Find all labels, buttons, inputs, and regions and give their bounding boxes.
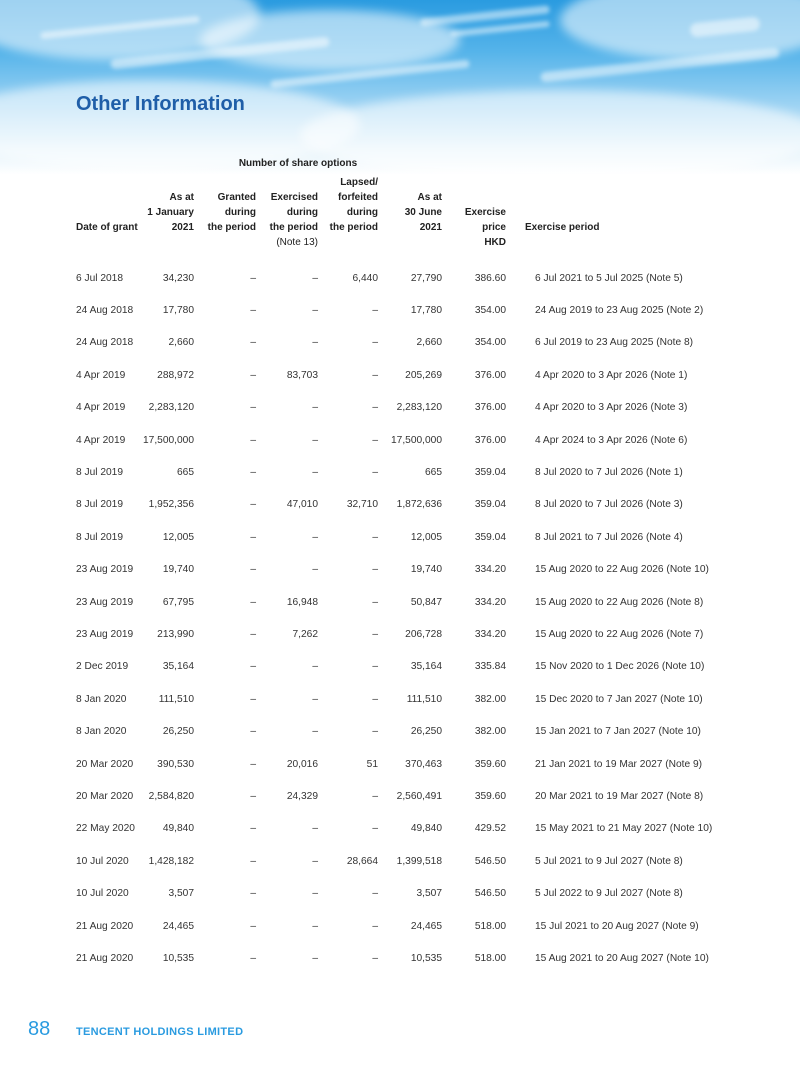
cell-as-at-jan: 26,250	[162, 726, 194, 738]
cell-exercise-period: 15 Dec 2020 to 7 Jan 2027 (Note 10)	[535, 693, 703, 705]
cell-exercise-price: 546.50	[474, 888, 506, 900]
table-row	[0, 262, 800, 294]
cell-exercised: –	[312, 952, 318, 964]
cell-exercise-period: 15 Aug 2020 to 22 Aug 2026 (Note 8)	[535, 596, 704, 608]
cell-exercise-period: 5 Jul 2021 to 9 Jul 2027 (Note 8)	[535, 855, 683, 867]
cell-date-of-grant: 21 Aug 2020	[76, 952, 134, 964]
cell-exercise-period: 15 Jul 2021 to 20 Aug 2027 (Note 9)	[535, 920, 699, 932]
cell-exercise-period: 5 Jul 2022 to 9 Jul 2027 (Note 8)	[535, 888, 683, 900]
cell-exercise-price: 359.04	[474, 467, 506, 479]
cell-exercise-price: 382.00	[474, 693, 506, 705]
cell-exercise-price: 518.00	[474, 952, 506, 964]
cell-as-at-jan: 12,005	[162, 531, 194, 543]
cell-lapsed: –	[372, 628, 378, 640]
cell-as-at-jan: 288,972	[157, 369, 194, 381]
cell-as-at-jan: 2,584,820	[148, 790, 194, 802]
cell-exercise-period: 4 Apr 2024 to 3 Apr 2026 (Note 6)	[535, 434, 688, 446]
cell-exercise-period: 8 Jul 2021 to 7 Jul 2026 (Note 4)	[535, 531, 683, 543]
cell-lapsed: –	[372, 823, 378, 835]
cell-exercise-price: 359.04	[474, 499, 506, 511]
cell-as-at-jun: 3,507	[416, 888, 442, 900]
cell-exercise-price: 376.00	[474, 434, 506, 446]
cell-lapsed: –	[372, 434, 378, 446]
table-row	[0, 294, 800, 326]
cell-exercise-period: 15 May 2021 to 21 May 2027 (Note 10)	[535, 823, 713, 835]
cell-granted: –	[250, 628, 256, 640]
cell-exercise-price: 334.20	[474, 564, 506, 576]
cell-exercise-price: 382.00	[474, 726, 506, 738]
table-row	[0, 392, 800, 424]
cell-exercise-price: 359.04	[474, 531, 506, 543]
cell-exercise-price: 376.00	[474, 369, 506, 381]
cell-exercise-price: 359.60	[474, 758, 506, 770]
cell-as-at-jan: 390,530	[157, 758, 194, 770]
cell-exercised: 16,948	[286, 596, 318, 608]
cell-lapsed: –	[372, 726, 378, 738]
cell-date-of-grant: 24 Aug 2018	[76, 337, 134, 349]
cell-lapsed: –	[372, 564, 378, 576]
cell-granted: –	[250, 823, 256, 835]
cell-as-at-jan: 2,283,120	[148, 402, 194, 414]
cell-as-at-jun: 1,399,518	[396, 855, 442, 867]
cell-exercise-price: 386.60	[474, 272, 506, 284]
cell-as-at-jan: 19,740	[162, 564, 194, 576]
cell-date-of-grant: 21 Aug 2020	[76, 920, 134, 932]
cell-exercised: 47,010	[286, 499, 318, 511]
cell-date-of-grant: 4 Apr 2019	[76, 434, 126, 446]
cell-lapsed: –	[372, 305, 378, 317]
cell-as-at-jun: 17,500,000	[391, 434, 442, 446]
cell-date-of-grant: 8 Jan 2020	[76, 726, 127, 738]
cell-exercised: 20,016	[286, 758, 318, 770]
cell-lapsed: –	[372, 693, 378, 705]
cell-date-of-grant: 4 Apr 2019	[76, 402, 126, 414]
cell-as-at-jun: 205,269	[405, 369, 442, 381]
cell-exercised: –	[312, 434, 318, 446]
cell-exercise-price: 546.50	[474, 855, 506, 867]
header-granted: Granted during the period	[207, 192, 256, 233]
cell-exercise-period: 6 Jul 2019 to 23 Aug 2025 (Note 8)	[535, 337, 694, 349]
cell-granted: –	[250, 888, 256, 900]
cell-date-of-grant: 24 Aug 2018	[76, 305, 134, 317]
cell-exercised: –	[312, 661, 318, 673]
cell-as-at-jun: 12,005	[410, 531, 442, 543]
cell-lapsed: –	[372, 952, 378, 964]
cell-as-at-jan: 10,535	[162, 952, 194, 964]
header-date-of-grant: Date of grant	[76, 222, 138, 233]
cell-exercise-period: 4 Apr 2020 to 3 Apr 2026 (Note 1)	[535, 369, 688, 381]
header-as-at-jun: As at 30 June 2021	[404, 192, 442, 233]
company-name: TENCENT HOLDINGS LIMITED	[76, 1026, 244, 1038]
cell-exercised: –	[312, 467, 318, 479]
cell-granted: –	[250, 337, 256, 349]
cell-exercise-period: 15 Jan 2021 to 7 Jan 2027 (Note 10)	[535, 726, 701, 738]
cell-as-at-jan: 17,500,000	[143, 434, 194, 446]
cell-as-at-jun: 1,872,636	[396, 499, 442, 511]
cell-granted: –	[250, 369, 256, 381]
table-row	[0, 910, 800, 942]
table-row	[0, 845, 800, 877]
cell-date-of-grant: 22 May 2020	[76, 823, 135, 835]
table-row	[0, 521, 800, 553]
table-row	[0, 715, 800, 747]
cell-as-at-jan: 2,660	[168, 337, 194, 349]
cell-date-of-grant: 20 Mar 2020	[76, 758, 134, 770]
cell-date-of-grant: 6 Jul 2018	[76, 272, 124, 284]
table-row	[0, 586, 800, 618]
cell-as-at-jan: 111,510	[158, 693, 194, 705]
cell-granted: –	[250, 434, 256, 446]
cell-exercised: 83,703	[286, 369, 318, 381]
table-row	[0, 456, 800, 488]
cell-lapsed: –	[372, 596, 378, 608]
cell-as-at-jan: 35,164	[162, 661, 194, 673]
share-options-table	[0, 262, 800, 975]
cell-date-of-grant: 4 Apr 2019	[76, 369, 126, 381]
cell-granted: –	[250, 952, 256, 964]
cell-granted: –	[250, 499, 256, 511]
cell-date-of-grant: 8 Jul 2019	[76, 467, 124, 479]
header-exercised: Exercised during the period (Note 13)	[269, 192, 318, 248]
cell-exercise-price: 376.00	[474, 402, 506, 414]
cell-as-at-jun: 24,465	[410, 920, 442, 932]
sky-banner	[0, 0, 800, 175]
cell-lapsed: –	[372, 337, 378, 349]
cell-exercise-period: 15 Nov 2020 to 1 Dec 2026 (Note 10)	[535, 661, 705, 673]
cell-lapsed: –	[372, 790, 378, 802]
cell-exercised: –	[312, 855, 318, 867]
cell-lapsed: –	[372, 402, 378, 414]
table-row	[0, 748, 800, 780]
cell-granted: –	[250, 272, 256, 284]
cell-lapsed: –	[372, 467, 378, 479]
header-exercise-period: Exercise period	[525, 222, 600, 233]
cell-exercised: –	[312, 272, 318, 284]
table-row	[0, 489, 800, 521]
cell-exercise-period: 6 Jul 2021 to 5 Jul 2025 (Note 5)	[535, 272, 683, 284]
cell-lapsed: –	[372, 920, 378, 932]
cell-exercised: –	[312, 337, 318, 349]
header-lapsed: Lapsed/ forfeited during the period	[329, 177, 378, 233]
cell-exercise-price: 359.60	[474, 790, 506, 802]
header-exercise-price: Exercise price HKD	[464, 207, 506, 248]
cell-as-at-jan: 213,990	[157, 628, 194, 640]
cell-lapsed: 32,710	[346, 499, 378, 511]
cell-exercise-period: 21 Jan 2021 to 19 Mar 2027 (Note 9)	[535, 758, 703, 770]
table-row	[0, 877, 800, 909]
cell-exercise-price: 335.84	[474, 661, 506, 673]
cell-as-at-jun: 26,250	[410, 726, 442, 738]
cell-exercise-period: 24 Aug 2019 to 23 Aug 2025 (Note 2)	[535, 305, 704, 317]
table-row	[0, 618, 800, 650]
cell-as-at-jun: 49,840	[410, 823, 442, 835]
cell-granted: –	[250, 467, 256, 479]
cell-as-at-jan: 3,507	[168, 888, 194, 900]
table-row	[0, 651, 800, 683]
cell-exercised: –	[312, 531, 318, 543]
cell-date-of-grant: 2 Dec 2019	[76, 661, 129, 673]
page-number: 88	[28, 1018, 51, 1040]
cell-granted: –	[250, 661, 256, 673]
cell-date-of-grant: 10 Jul 2020	[76, 888, 129, 900]
table-row	[0, 327, 800, 359]
cell-as-at-jun: 370,463	[405, 758, 442, 770]
cell-granted: –	[250, 596, 256, 608]
cell-exercise-period: 15 Aug 2020 to 22 Aug 2026 (Note 10)	[535, 564, 709, 576]
header-as-at-jan: As at 1 January 2021	[147, 192, 194, 233]
table-row	[0, 359, 800, 391]
cell-as-at-jun: 19,740	[410, 564, 442, 576]
cell-granted: –	[250, 402, 256, 414]
cell-as-at-jun: 17,780	[410, 305, 442, 317]
cell-exercised: –	[312, 726, 318, 738]
table-row	[0, 780, 800, 812]
cell-lapsed: 6,440	[352, 272, 378, 284]
cell-as-at-jan: 665	[177, 467, 194, 479]
cell-exercised: –	[312, 305, 318, 317]
cell-date-of-grant: 23 Aug 2019	[76, 596, 134, 608]
cell-as-at-jun: 27,790	[410, 272, 442, 284]
cell-granted: –	[250, 790, 256, 802]
cell-lapsed: –	[372, 661, 378, 673]
cell-exercise-price: 518.00	[474, 920, 506, 932]
cell-granted: –	[250, 693, 256, 705]
cell-exercised: –	[312, 402, 318, 414]
cell-date-of-grant: 23 Aug 2019	[76, 628, 134, 640]
cell-exercise-period: 8 Jul 2020 to 7 Jul 2026 (Note 1)	[535, 467, 683, 479]
cell-granted: –	[250, 726, 256, 738]
cell-exercised: –	[312, 823, 318, 835]
cell-exercised: 24,329	[286, 790, 318, 802]
table-row	[0, 424, 800, 456]
cell-granted: –	[250, 920, 256, 932]
cell-as-at-jan: 1,952,356	[148, 499, 194, 511]
cell-exercised: –	[312, 920, 318, 932]
table-row	[0, 554, 800, 586]
cell-exercise-period: 20 Mar 2021 to 19 Mar 2027 (Note 8)	[535, 790, 704, 802]
cell-exercise-period: 15 Aug 2020 to 22 Aug 2026 (Note 7)	[535, 628, 704, 640]
cell-as-at-jun: 2,660	[416, 337, 442, 349]
cell-as-at-jan: 67,795	[162, 596, 194, 608]
cell-date-of-grant: 8 Jul 2019	[76, 499, 124, 511]
table-row	[0, 683, 800, 715]
page-title: Other Information	[76, 93, 245, 115]
table-row	[0, 813, 800, 845]
cell-exercise-price: 334.20	[474, 628, 506, 640]
cell-exercise-period: 8 Jul 2020 to 7 Jul 2026 (Note 3)	[535, 499, 683, 511]
cell-exercised: –	[312, 564, 318, 576]
cell-date-of-grant: 8 Jan 2020	[76, 693, 127, 705]
cell-granted: –	[250, 758, 256, 770]
cell-as-at-jan: 49,840	[162, 823, 194, 835]
cell-date-of-grant: 8 Jul 2019	[76, 531, 124, 543]
cell-as-at-jun: 206,728	[405, 628, 442, 640]
cell-exercise-period: 15 Aug 2021 to 20 Aug 2027 (Note 10)	[535, 952, 709, 964]
cell-as-at-jan: 17,780	[162, 305, 194, 317]
cell-as-at-jun: 111,510	[406, 693, 442, 705]
cell-as-at-jun: 50,847	[410, 596, 442, 608]
cell-exercised: –	[312, 693, 318, 705]
cell-date-of-grant: 20 Mar 2020	[76, 790, 134, 802]
cell-lapsed: 28,664	[346, 855, 378, 867]
cell-as-at-jan: 1,428,182	[148, 855, 194, 867]
cell-date-of-grant: 10 Jul 2020	[76, 855, 129, 867]
cell-lapsed: 51	[366, 758, 378, 770]
cell-date-of-grant: 23 Aug 2019	[76, 564, 134, 576]
cell-exercised: 7,262	[292, 628, 318, 640]
cell-as-at-jun: 665	[425, 467, 442, 479]
cell-granted: –	[250, 305, 256, 317]
cell-exercise-price: 354.00	[474, 305, 506, 317]
cell-as-at-jun: 2,283,120	[396, 402, 442, 414]
cell-as-at-jan: 24,465	[162, 920, 194, 932]
cell-exercise-price: 334.20	[474, 596, 506, 608]
table-row	[0, 942, 800, 974]
cell-exercise-price: 429.52	[474, 823, 506, 835]
cell-as-at-jan: 34,230	[162, 272, 194, 284]
cell-as-at-jun: 35,164	[410, 661, 442, 673]
cell-lapsed: –	[372, 531, 378, 543]
cell-lapsed: –	[372, 888, 378, 900]
cell-granted: –	[250, 855, 256, 867]
cell-lapsed: –	[372, 369, 378, 381]
cell-as-at-jun: 10,535	[410, 952, 442, 964]
cell-exercise-period: 4 Apr 2020 to 3 Apr 2026 (Note 3)	[535, 402, 688, 414]
cell-exercised: –	[312, 888, 318, 900]
cell-exercise-price: 354.00	[474, 337, 506, 349]
cell-granted: –	[250, 531, 256, 543]
cell-as-at-jun: 2,560,491	[396, 790, 442, 802]
cell-granted: –	[250, 564, 256, 576]
